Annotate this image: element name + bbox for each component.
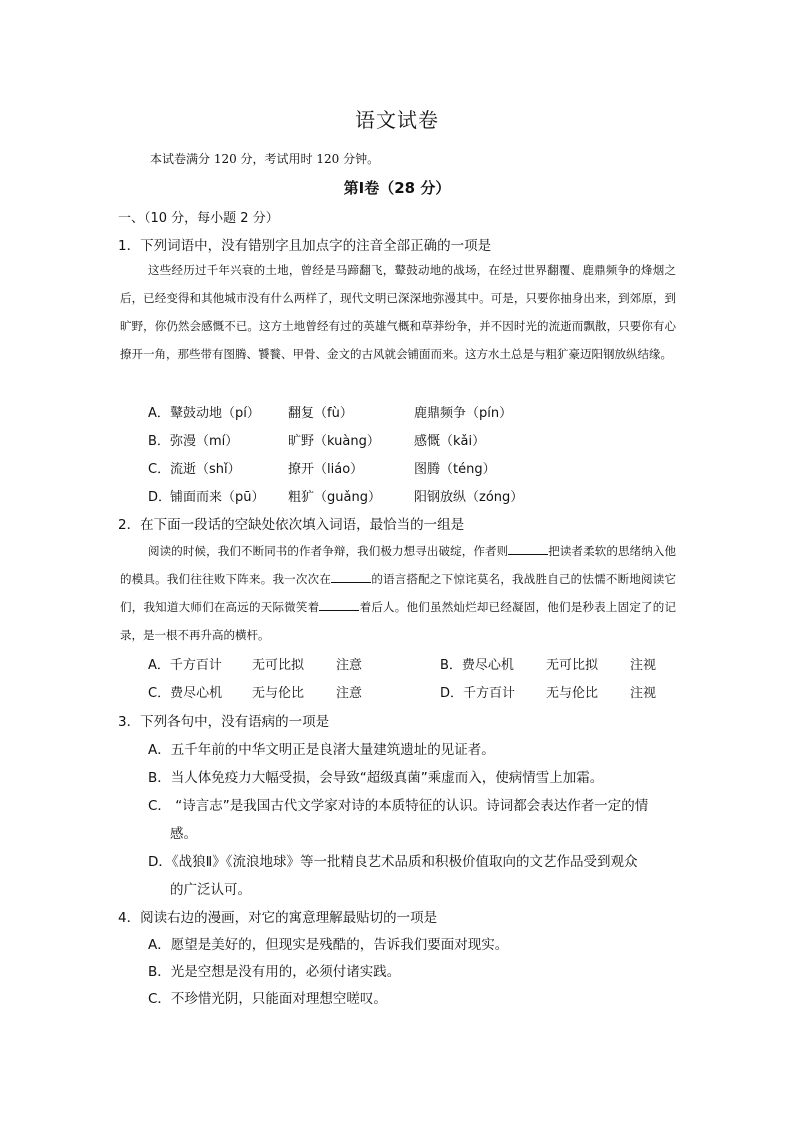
- question-2-stem: 2．在下面一段话的空缺处依次填入词语，最恰当的一组是: [118, 517, 465, 533]
- q3-option-c-line1: C． “诗言志”是我国古代文学家对诗的本质特征的认识。诗词都会表达作者一定的情: [148, 798, 649, 814]
- q1-option-d-label: D．: [148, 490, 172, 505]
- q4-option-b: B．光是空想是没有用的，必须付诸实践。: [148, 964, 401, 980]
- page-title: 语文试卷: [355, 108, 439, 132]
- question-1-stem: 1．下列词语中，没有错别字且加点字的注音全部正确的一项是: [118, 238, 492, 254]
- question-2-passage: [120, 537, 676, 649]
- q2-option-d-word1: D．千方百计: [440, 686, 516, 701]
- q2-option-a-word2: 无可比拟: [252, 658, 305, 673]
- exam-note: 本试卷满分 120 分，考试用时 120 分钟。: [150, 152, 380, 166]
- q1-option-c-word2: 撩开（liáo）: [288, 462, 364, 477]
- q1-option-c-word1: 流逝（shǐ）: [170, 462, 241, 477]
- q2-text-1: 阅读的时候，我们不断同书的作者争辩，我们极力想寻出破绽，作者则: [148, 544, 509, 558]
- q1-option-d-word3: 阳钢放纵（zóng）: [414, 490, 524, 505]
- q2-option-b-word1: B．费尽心机: [440, 658, 514, 673]
- q1-option-d-word1: 铺面而来（pū）: [170, 490, 265, 505]
- q2-text-2: 把读者柔软的思绪纳入他的模具。我们往往败下阵来。我一次次在: [120, 544, 676, 586]
- q2-option-c-word1: C．费尽心机: [148, 686, 223, 701]
- q2-option-d-word3: 注视: [630, 686, 657, 701]
- q1-option-a-word3: 鹿鼎频争（pín）: [414, 406, 513, 421]
- q2-blank-1: [508, 542, 548, 555]
- volume-heading: 第Ⅰ卷（28 分）: [343, 179, 451, 197]
- q3-option-d-line2: 的广泛认可。: [170, 882, 251, 898]
- q3-option-a: A．五千年前的中华文明正是良渚大量建筑遗址的见证者。: [148, 742, 495, 758]
- q1-option-a-word2: 翻复（fù）: [288, 406, 353, 421]
- q2-blank-2: [331, 570, 371, 583]
- question-1-passage: 这些经历过千年兴衰的土地，曾经是马蹄翻飞，鼙鼓动地的战场，在经过世界翻覆、鹿鼎频争的烽烟之后，已经变得和其他城市没有什么两样了，现代文明已深深地弥漫其中。可是，只要你抽身出来，到郊原，到旷野，你仍然会感慨不已。这方土地曾经有过的英雄气概和草莽纷争，并不因时光的流逝而飘散，只要你有心撩开一角，那些带有图腾、饕餮、甲骨、金文的古风就会铺面而来。这方水土总是与粗犷豪迈阳钢放纵结缘。: [120, 263, 676, 361]
- q2-option-a-word1: A．千方百计: [148, 658, 222, 673]
- q1-option-b-word3: 感慨（kǎi）: [414, 434, 486, 449]
- q2-option-b-word2: 无可比拟: [546, 658, 599, 673]
- q1-option-c-label: C．: [148, 462, 171, 477]
- q3-option-b: B．当人体免疫力大幅受损，会导致“超级真菌”乘虚而入，使病情雪上加霜。: [148, 770, 604, 786]
- q4-option-c: C．不珍惜光阴，只能面对理想空嗟叹。: [148, 991, 387, 1007]
- q1-option-b-word2: 旷野（kuàng）: [288, 434, 380, 449]
- q1-option-a-label: A．: [148, 406, 170, 421]
- q3-option-d-line1: D．《战狼Ⅱ》《流浪地球》等一批精良艺术品质和积极价值取向的文艺作品受到观众: [148, 854, 638, 870]
- question-4-stem: 4．阅读右边的漫画，对它的寓意理解最贴切的一项是: [118, 910, 438, 926]
- q2-text-3: 的语言搭配之下惊诧莫名，我战胜自己的怯懦不断地阅读它们，我知道大师们在高远的天际微笑着: [120, 572, 676, 614]
- section-heading: 一、（10 分，每小题 2 分）: [118, 211, 279, 226]
- q1-option-b-label: B．: [148, 434, 170, 449]
- q1-option-a-word1: 鼙鼓动地（pí）: [170, 406, 260, 421]
- q4-option-a: A．愿望是美好的，但现实是残酷的，告诉我们要面对现实。: [148, 937, 509, 953]
- q2-option-c-word2: 无与伦比: [252, 686, 305, 701]
- question-3-stem: 3．下列各句中，没有语病的一项是: [118, 714, 330, 730]
- q2-option-b-word3: 注视: [630, 658, 657, 673]
- q3-option-c-line2: 感。: [170, 826, 197, 842]
- q2-option-d-word2: 无与伦比: [546, 686, 599, 701]
- q1-option-c-word3: 图腾（téng）: [414, 462, 496, 477]
- q1-option-b-word1: 弥漫（mí）: [170, 434, 239, 449]
- q2-text-4: 着后人。他们虽然灿烂却已经凝固，他们是秒表上固定了的记录，是一根不再升高的横杆。: [120, 600, 677, 642]
- q1-option-d-word2: 粗犷（guǎng）: [288, 490, 381, 505]
- q2-option-c-word3: 注意: [336, 686, 363, 701]
- q2-blank-3: [319, 598, 359, 611]
- q2-option-a-word3: 注意: [336, 658, 363, 673]
